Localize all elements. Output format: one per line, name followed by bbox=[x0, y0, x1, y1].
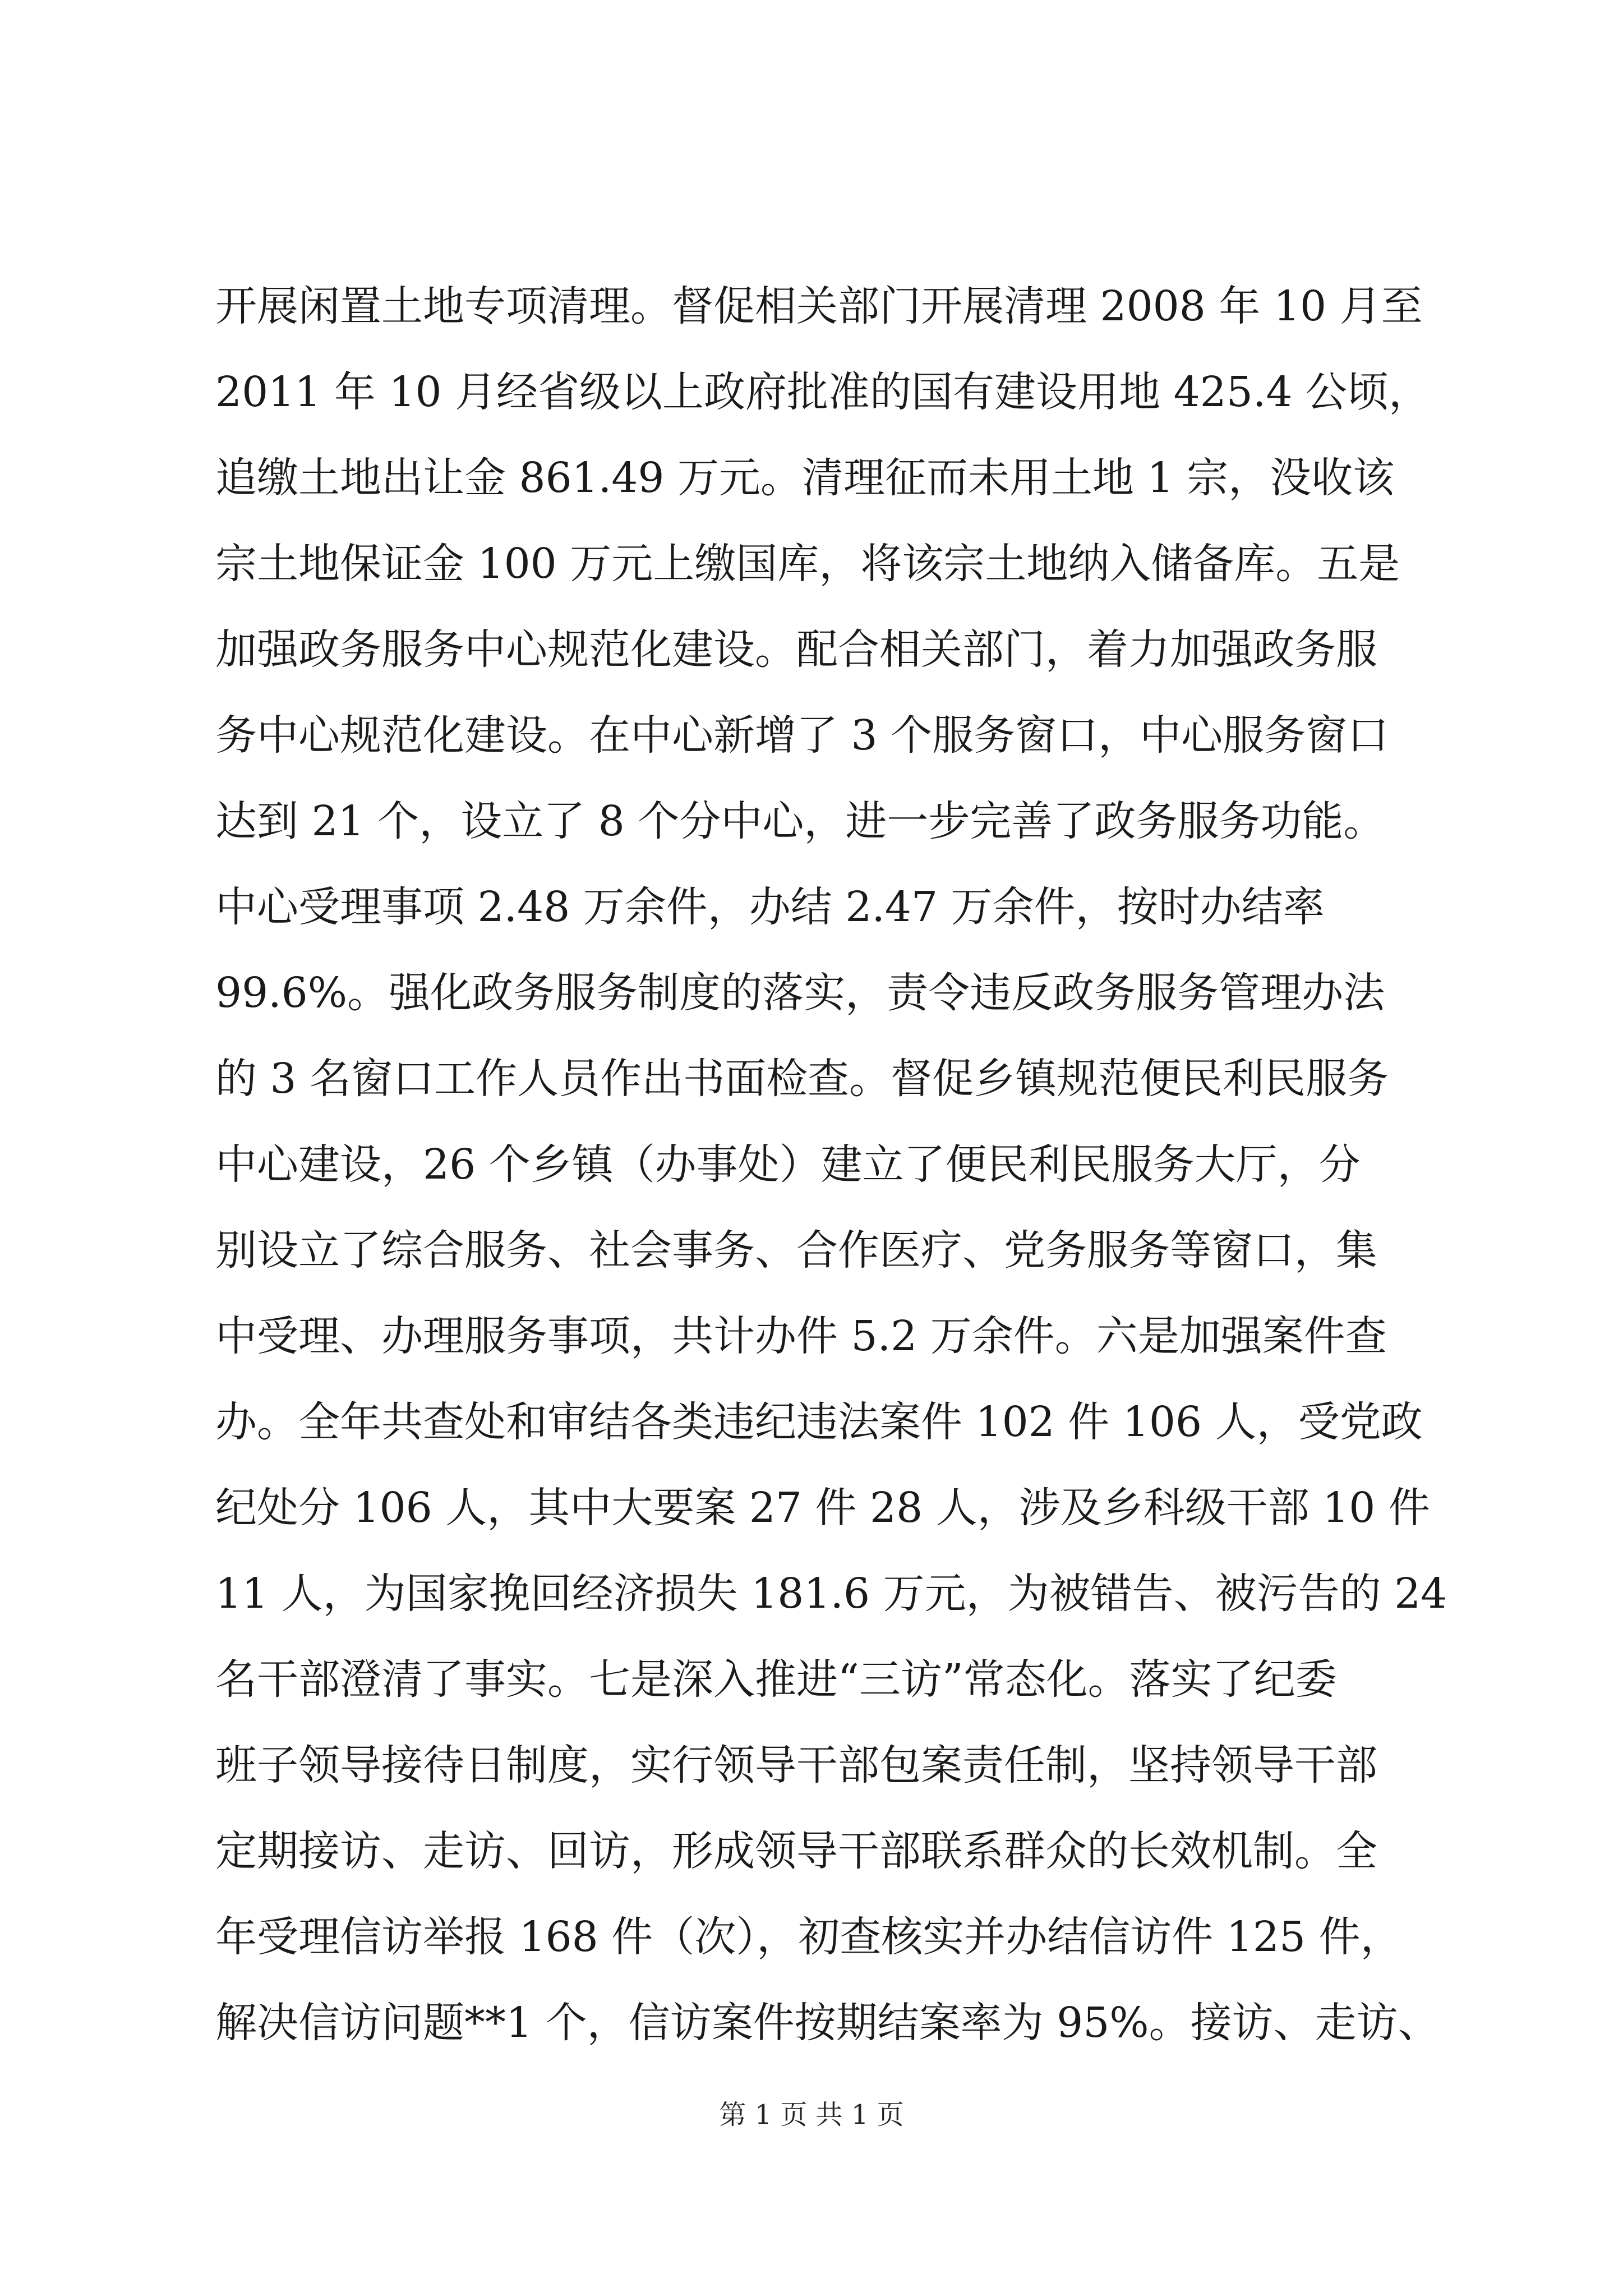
text-line: 解决信访问题**1 个，信访案件按期结案率为 95%。接访、走访、 bbox=[215, 1999, 1440, 2047]
text-line: 达到 21 个，设立了 8 个分中心，进一步完善了政务服务功能。 bbox=[215, 797, 1385, 845]
text-line: 加强政务服务中心规范化建设。配合相关部门，着力加强政务服 bbox=[215, 625, 1377, 674]
text-line: 11 人，为国家挽回经济损失 181.6 万元，为被错告、被污告的 24 bbox=[215, 1570, 1447, 1618]
text-line: 办。全年共查处和审结各类违纪违法案件 102 件 106 人，受党政 bbox=[215, 1398, 1423, 1446]
text-line: 99.6%。强化政务服务制度的落实，责令违反政务服务管理办法 bbox=[215, 969, 1385, 1017]
text-line: 开展闲置土地专项清理。督促相关部门开展清理 2008 年 10 月至 bbox=[215, 282, 1423, 330]
text-line: 名干部澄清了事实。七是深入推进“三访”常态化。落实了纪委 bbox=[215, 1655, 1337, 1704]
text-line: 中心受理事项 2.48 万余件，办结 2.47 万余件，按时办结率 bbox=[215, 883, 1325, 931]
text-line: 中受理、办理服务事项，共计办件 5.2 万余件。六是加强案件查 bbox=[215, 1312, 1387, 1360]
text-line: 年受理信访举报 168 件（次），初查核实并办结信访件 125 件， bbox=[215, 1913, 1402, 1961]
text-line: 定期接访、走访、回访，形成领导干部联系群众的长效机制。全 bbox=[215, 1827, 1377, 1875]
body-text bbox=[215, 264, 1447, 2066]
text-line: 的 3 名窗口工作人员作出书面检查。督促乡镇规范便民利民服务 bbox=[215, 1055, 1389, 1103]
text-line: 2011 年 10 月经省级以上政府批准的国有建设用地 425.4 公顷， bbox=[215, 368, 1430, 416]
text-line: 班子领导接待日制度，实行领导干部包案责任制，坚持领导干部 bbox=[215, 1741, 1377, 1789]
text-line: 纪处分 106 人，其中大要案 27 件 28 人，涉及乡科级干部 10 件 bbox=[215, 1484, 1430, 1532]
text-line: 别设立了综合服务、社会事务、合作医疗、党务服务等窗口，集 bbox=[215, 1226, 1377, 1274]
text-line: 中心建设，26 个乡镇（办事处）建立了便民利民服务大厅，分 bbox=[215, 1140, 1361, 1189]
text-line: 宗土地保证金 100 万元上缴国库，将该宗土地纳入储备库。五是 bbox=[215, 540, 1400, 588]
text-line: 务中心规范化建设。在中心新增了 3 个服务窗口，中心服务窗口 bbox=[215, 711, 1389, 760]
text-line: 追缴土地出让金 861.49 万元。清理征而未用土地 1 宗，没收该 bbox=[215, 454, 1395, 502]
page-number-footer: 第 1 页 共 1 页 bbox=[719, 2099, 904, 2131]
